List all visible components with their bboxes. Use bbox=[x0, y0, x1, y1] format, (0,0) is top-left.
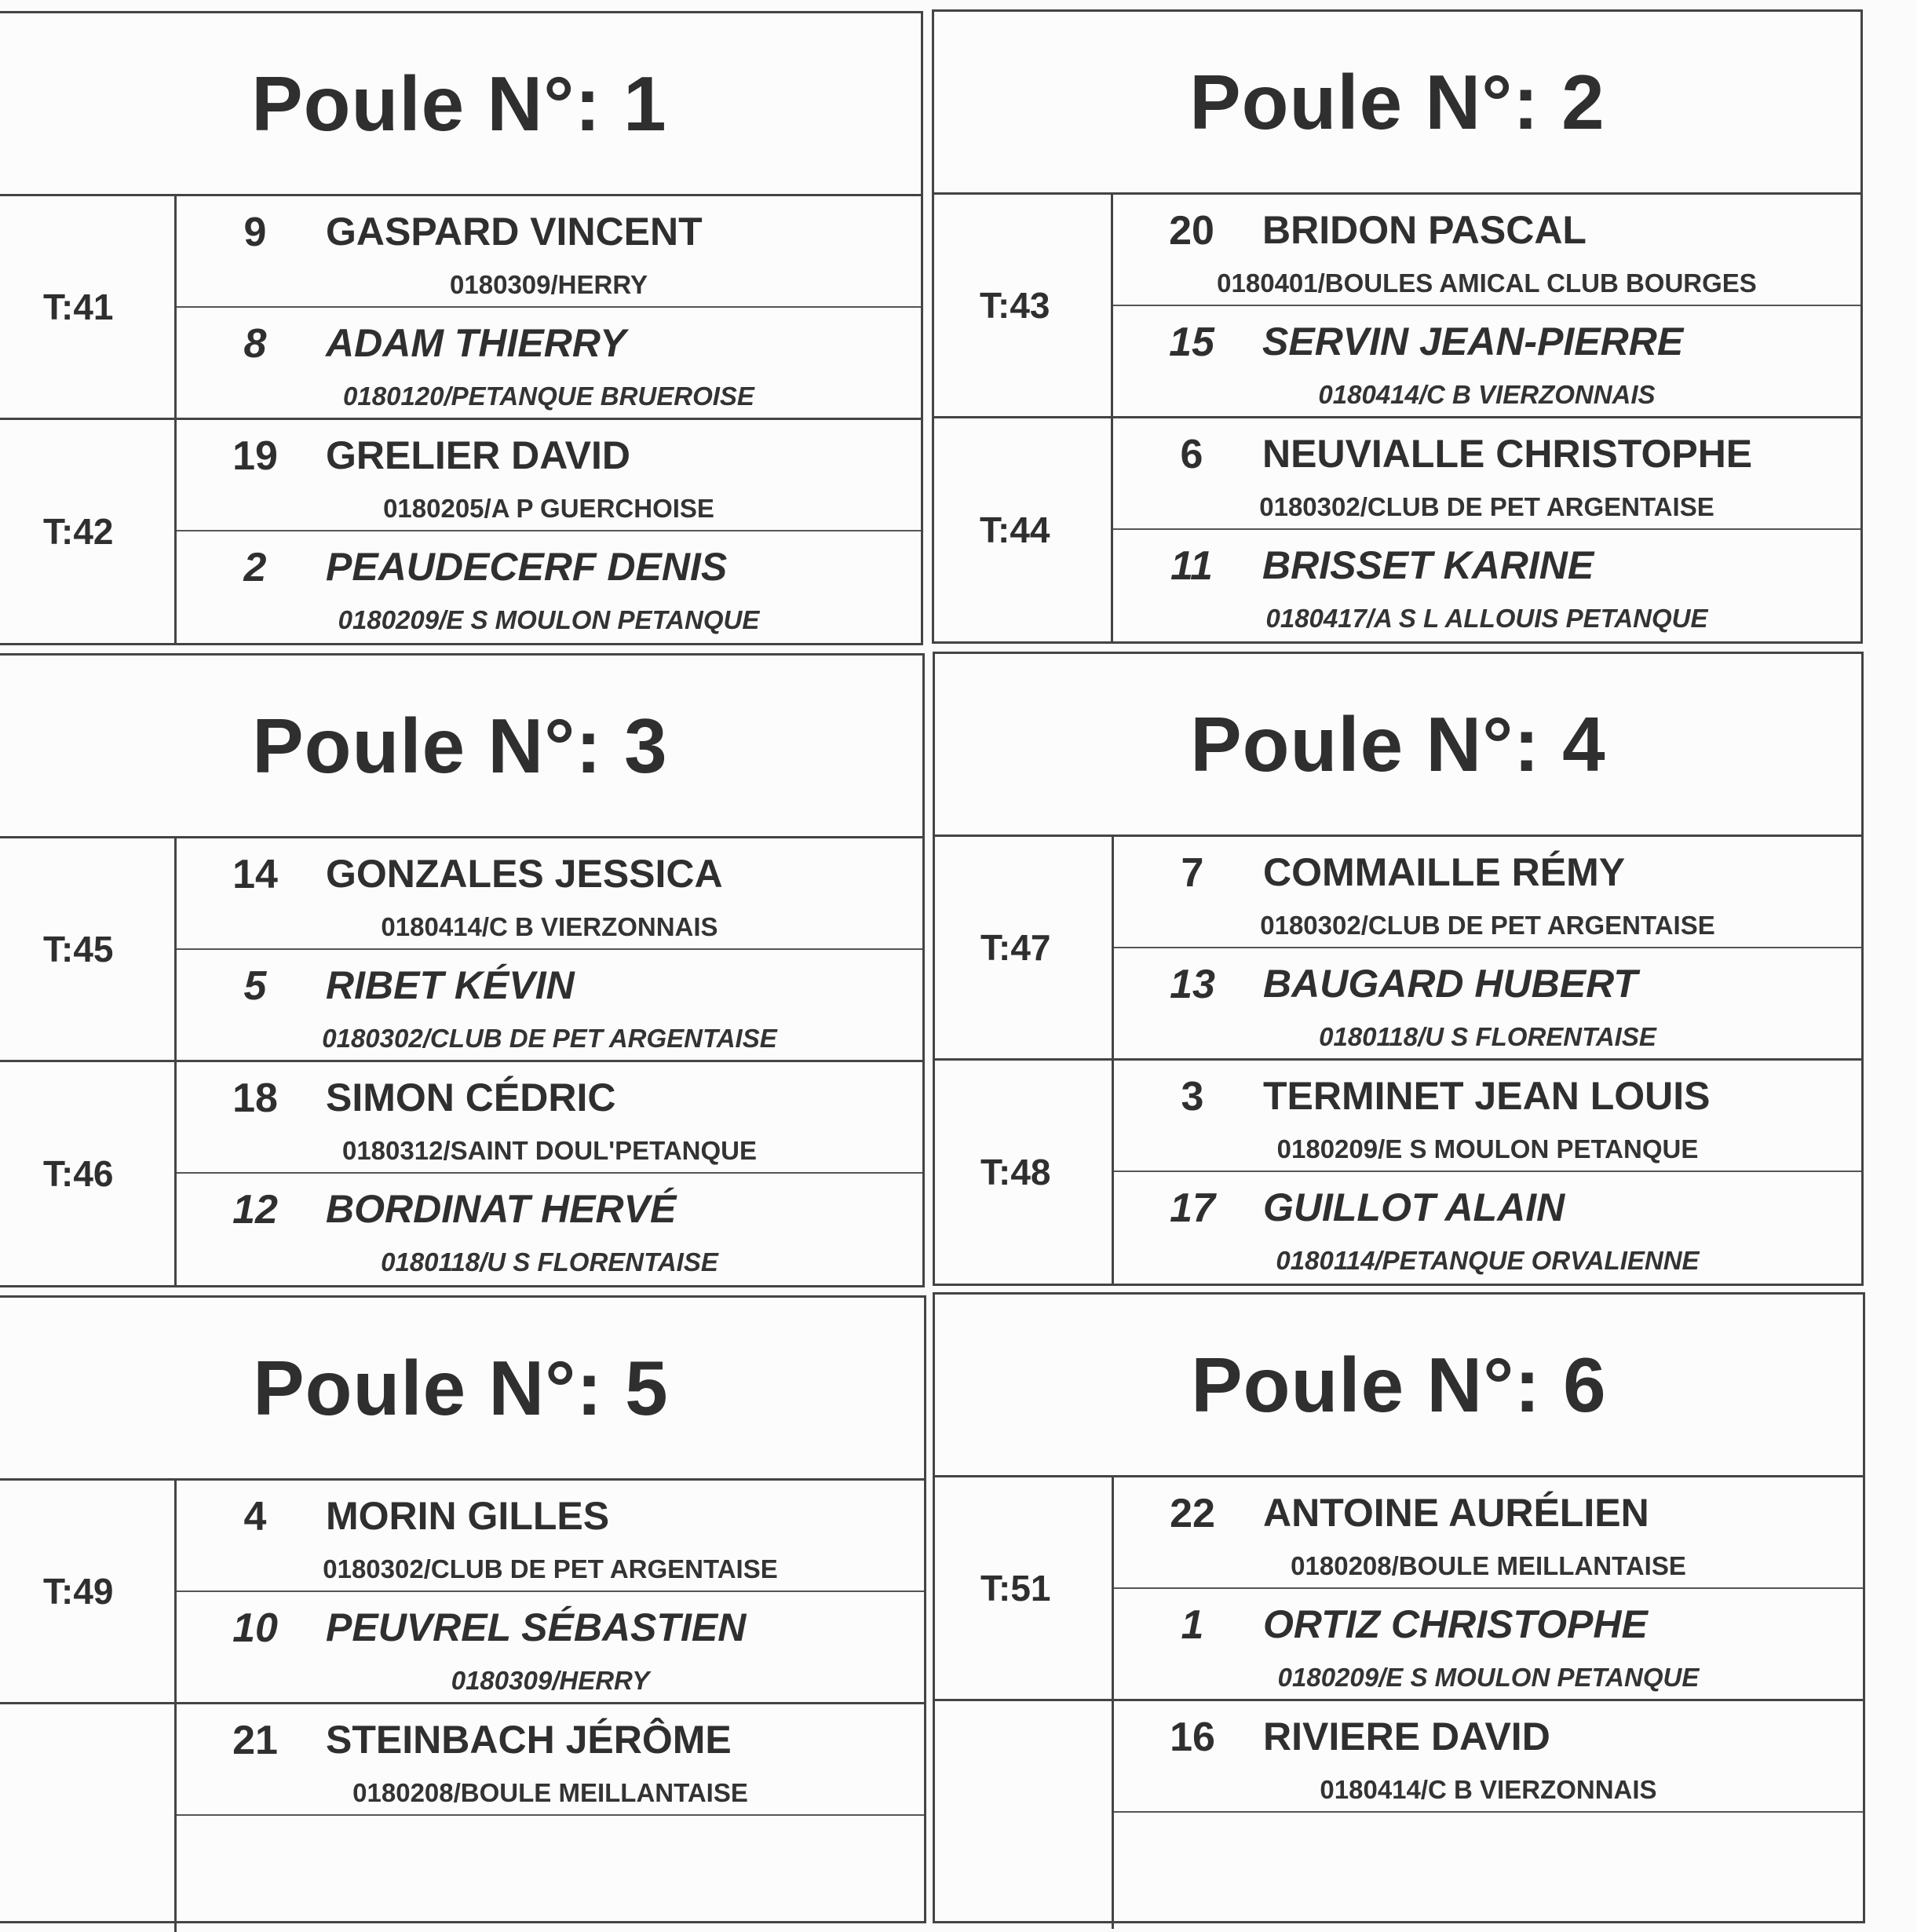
player-number: 13 bbox=[1170, 962, 1215, 1007]
player-row bbox=[177, 1174, 922, 1285]
player-number: 21 bbox=[232, 1718, 278, 1763]
player-number: 7 bbox=[1181, 850, 1204, 896]
table-label: T:45 bbox=[0, 838, 177, 1062]
poule-title: Poule N°: 2 bbox=[1189, 58, 1605, 145]
player-row bbox=[1114, 837, 1861, 948]
poule-5 bbox=[0, 1295, 926, 1923]
table-label: T:47 bbox=[935, 837, 1114, 1061]
player-club: 0180302/CLUB DE PET ARGENTAISE bbox=[323, 1554, 778, 1583]
player-number: 9 bbox=[243, 210, 267, 255]
poule-6 bbox=[933, 1292, 1865, 1923]
player-row bbox=[1114, 1701, 1863, 1813]
player-row bbox=[1113, 306, 1860, 418]
poule-header bbox=[935, 1295, 1863, 1477]
poule-header bbox=[0, 656, 922, 838]
player-row bbox=[177, 1704, 924, 1816]
player-row bbox=[1114, 1589, 1863, 1701]
player-club: 0180417/A S L ALLOUIS PETANQUE bbox=[1265, 604, 1708, 633]
poule-header bbox=[935, 654, 1861, 837]
player-club: 0180302/CLUB DE PET ARGENTAISE bbox=[1259, 492, 1714, 521]
player-name: BRISSET KARINE bbox=[1262, 543, 1594, 587]
player-name: PEAUDECERF DENIS bbox=[326, 545, 728, 589]
poule-header bbox=[0, 1298, 924, 1481]
player-name: BRIDON PASCAL bbox=[1262, 208, 1587, 252]
player-name: STEINBACH JÉRÔME bbox=[326, 1718, 732, 1762]
player-club: 0180208/BOULE MEILLANTAISE bbox=[1291, 1551, 1686, 1580]
table-label: T:48 bbox=[935, 1061, 1114, 1284]
player-club: 0180209/E S MOULON PETANQUE bbox=[1277, 1663, 1700, 1692]
player-name: TERMINET JEAN LOUIS bbox=[1263, 1074, 1711, 1118]
player-club: 0180302/CLUB DE PET ARGENTAISE bbox=[322, 1024, 777, 1053]
player-row bbox=[177, 308, 921, 420]
player-name: RIVIERE DAVID bbox=[1263, 1715, 1550, 1759]
player-row-empty bbox=[1114, 1813, 1863, 1924]
player-row-empty bbox=[177, 1816, 924, 1927]
table-label: T:44 bbox=[934, 418, 1113, 641]
player-name: GONZALES JESSICA bbox=[326, 852, 723, 896]
player-club: 0180414/C B VIERZONNAIS bbox=[381, 912, 718, 941]
player-number: 20 bbox=[1169, 208, 1214, 254]
player-club: 0180302/CLUB DE PET ARGENTAISE bbox=[1260, 911, 1715, 940]
player-name: BORDINAT HERVÉ bbox=[326, 1187, 677, 1231]
player-name: NEUVIALLE CHRISTOPHE bbox=[1262, 432, 1753, 476]
player-club: 0180309/HERRY bbox=[450, 270, 648, 299]
player-name: RIBET KÉVIN bbox=[326, 963, 575, 1007]
player-number: 17 bbox=[1170, 1185, 1215, 1231]
player-name: SERVIN JEAN-PIERRE bbox=[1262, 320, 1684, 363]
player-name: COMMAILLE RÉMY bbox=[1263, 850, 1626, 894]
player-name: GUILLOT ALAIN bbox=[1263, 1185, 1565, 1229]
table-label: T:51 bbox=[935, 1477, 1114, 1701]
player-number: 6 bbox=[1180, 432, 1203, 477]
player-row bbox=[1114, 1172, 1861, 1284]
player-row bbox=[177, 196, 921, 308]
player-club: 0180209/E S MOULON PETANQUE bbox=[338, 605, 760, 634]
player-name: ORTIZ CHRISTOPHE bbox=[1263, 1602, 1648, 1646]
player-club: 0180205/A P GUERCHOISE bbox=[383, 494, 714, 523]
poule-2 bbox=[932, 9, 1863, 644]
player-name: GASPARD VINCENT bbox=[326, 210, 703, 254]
player-club: 0180118/U S FLORENTAISE bbox=[381, 1247, 718, 1276]
player-number: 1 bbox=[1181, 1602, 1204, 1648]
table-label bbox=[935, 1701, 1114, 1929]
table-label: T:42 bbox=[0, 420, 177, 643]
player-number: 16 bbox=[1170, 1715, 1215, 1760]
player-row bbox=[1114, 948, 1861, 1061]
player-number: 4 bbox=[243, 1494, 267, 1539]
player-name: GRELIER DAVID bbox=[326, 433, 630, 477]
poule-header bbox=[934, 12, 1860, 195]
player-number: 15 bbox=[1169, 320, 1214, 365]
table-label: T:43 bbox=[934, 195, 1113, 418]
poule-title: Poule N°: 1 bbox=[251, 60, 667, 147]
player-row bbox=[1114, 1477, 1863, 1589]
table-label: T:49 bbox=[0, 1481, 177, 1704]
player-number: 8 bbox=[243, 321, 267, 367]
player-row bbox=[1113, 530, 1860, 641]
player-club: 0180414/C B VIERZONNAIS bbox=[1320, 1775, 1657, 1804]
player-club: 0180312/SAINT DOUL'PETANQUE bbox=[341, 1136, 758, 1165]
player-number: 3 bbox=[1181, 1074, 1204, 1119]
player-club: 0180414/C B VIERZONNAIS bbox=[1318, 380, 1656, 409]
player-club: 0180401/BOULES AMICAL CLUB BOURGES bbox=[1217, 268, 1757, 298]
player-row bbox=[1114, 1061, 1861, 1172]
poule-title: Poule N°: 4 bbox=[1190, 700, 1606, 787]
player-name: SIMON CÉDRIC bbox=[326, 1076, 616, 1119]
player-number: 2 bbox=[243, 545, 267, 590]
table-label bbox=[0, 1704, 177, 1932]
player-number: 18 bbox=[232, 1076, 278, 1121]
table-label: T:46 bbox=[0, 1062, 177, 1285]
player-number: 19 bbox=[232, 433, 278, 479]
poule-3 bbox=[0, 653, 925, 1287]
player-number: 22 bbox=[1170, 1491, 1215, 1536]
poule-1 bbox=[0, 11, 923, 645]
player-number: 11 bbox=[1170, 543, 1213, 589]
player-club: 0180118/U S FLORENTAISE bbox=[1319, 1022, 1656, 1051]
player-row bbox=[177, 1592, 924, 1704]
player-number: 10 bbox=[232, 1605, 278, 1651]
poule-title: Poule N°: 5 bbox=[253, 1344, 669, 1431]
player-row bbox=[177, 950, 922, 1062]
player-club: 0180208/BOULE MEILLANTAISE bbox=[352, 1778, 748, 1807]
player-row bbox=[1113, 195, 1860, 306]
player-club: 0180209/E S MOULON PETANQUE bbox=[1276, 1134, 1699, 1163]
player-name: ANTOINE AURÉLIEN bbox=[1263, 1491, 1649, 1535]
player-number: 12 bbox=[232, 1187, 278, 1233]
player-row bbox=[177, 531, 921, 643]
player-club: 0180114/PETANQUE ORVALIENNE bbox=[1276, 1246, 1700, 1275]
player-number: 5 bbox=[243, 963, 267, 1009]
poule-title: Poule N°: 3 bbox=[252, 702, 668, 789]
player-number: 14 bbox=[232, 852, 278, 897]
poule-title: Poule N°: 6 bbox=[1191, 1341, 1607, 1428]
player-name: BAUGARD HUBERT bbox=[1263, 962, 1638, 1006]
player-row bbox=[177, 420, 921, 531]
poule-header bbox=[0, 13, 921, 196]
player-name: PEUVREL SÉBASTIEN bbox=[326, 1605, 747, 1649]
player-name: MORIN GILLES bbox=[326, 1494, 610, 1538]
player-club: 0180120/PETANQUE BRUEROISE bbox=[343, 382, 754, 411]
player-club: 0180309/HERRY bbox=[451, 1666, 650, 1695]
player-row bbox=[1113, 418, 1860, 530]
player-row bbox=[177, 838, 922, 950]
table-label: T:41 bbox=[0, 196, 177, 420]
player-row bbox=[177, 1062, 922, 1174]
player-name: ADAM THIERRY bbox=[326, 321, 626, 365]
player-row bbox=[177, 1481, 924, 1592]
poule-4 bbox=[933, 652, 1864, 1286]
